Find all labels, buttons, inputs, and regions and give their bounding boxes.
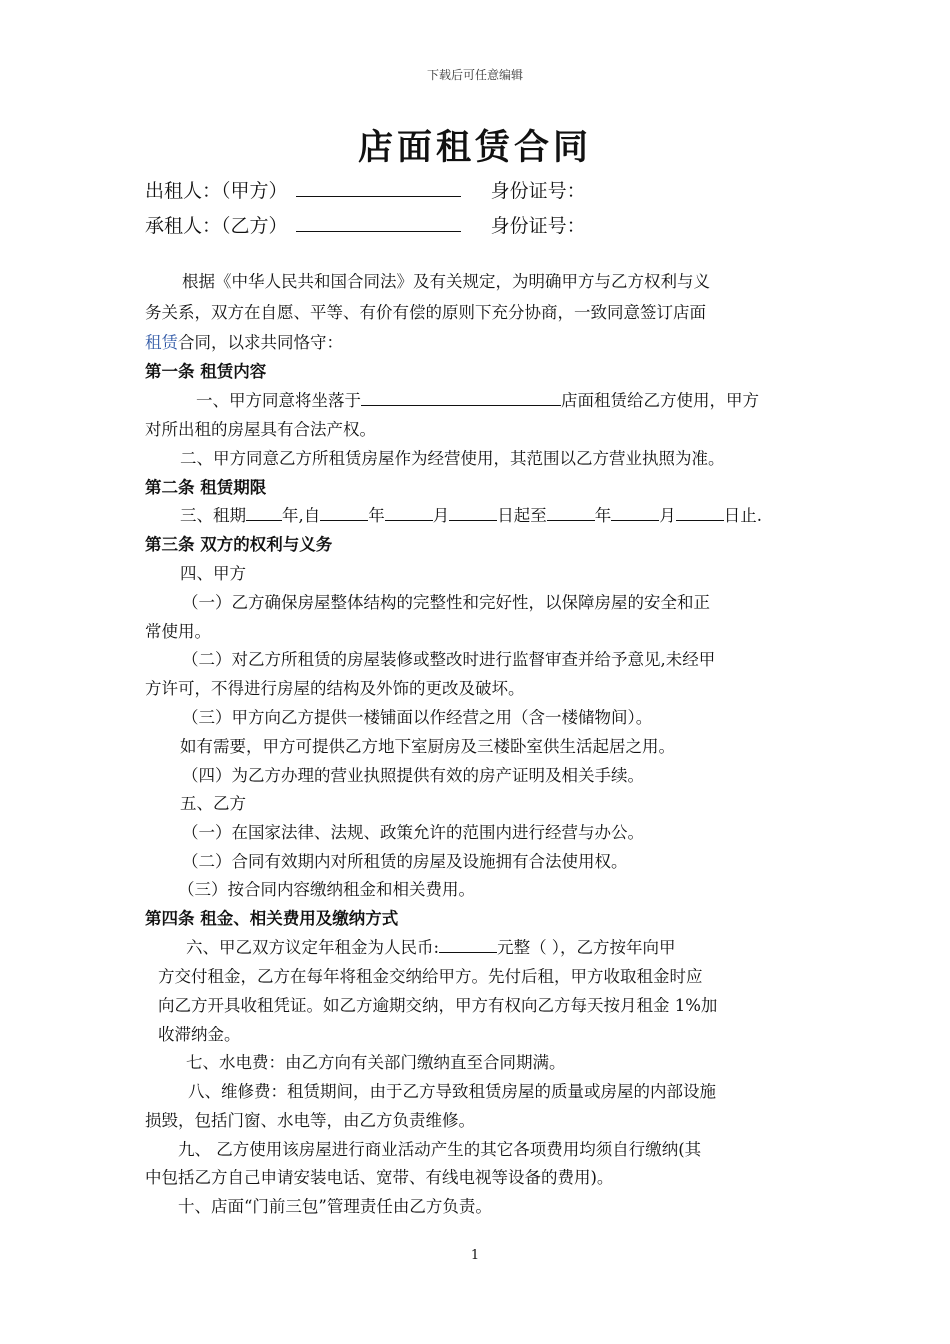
article-2-heading: 第二条 租赁期限: [145, 478, 267, 497]
lease-link[interactable]: 租赁: [145, 333, 178, 352]
party-a-subheading: 四、甲方: [180, 564, 246, 583]
start-month-blank: [385, 506, 433, 521]
party-b-item-1: （一）在国家法律、法规、政策允许的范围内进行经营与办公。: [182, 823, 644, 842]
article-1-clause-1: [196, 387, 759, 411]
term-text-3: 年: [368, 506, 385, 525]
rent-text-a: 六、甲乙双方议定年租金为人民币:: [186, 938, 440, 957]
term-text-7: 月: [659, 506, 676, 525]
location-blank: [361, 391, 561, 406]
end-day-blank: [676, 506, 724, 521]
header-note: 下载后可任意编辑: [426, 68, 523, 82]
intro-line-2: 务关系，双方在自愿、平等、有价有偿的原则下充分协商，一致同意签订店面: [145, 303, 706, 322]
rent-clause-line-4: 收滞纳金。: [158, 1025, 241, 1044]
intro-line-3-text: 合同，以求共同恪守：: [178, 333, 343, 352]
term-text-8: 日止.: [723, 506, 762, 525]
start-day-blank: [449, 506, 497, 521]
rent-text-b: 元整（ ），乙方按年向甲: [497, 938, 676, 957]
clause-1-text-b: 店面租赁给乙方使用，甲方: [561, 391, 759, 410]
rent-clause-line-2: 方交付租金，乙方在每年将租金交纳给甲方。先付后租，甲方收取租金时应: [158, 967, 703, 986]
end-month-blank: [611, 506, 659, 521]
term-text-2: 年,自: [282, 506, 321, 525]
party-a-item-3: （三）甲方向乙方提供一楼铺面以作经营之用（含一楼储物间）。: [182, 708, 653, 727]
lessee-line: [145, 211, 586, 238]
party-a-item-1-cont: 常使用。: [145, 622, 211, 641]
party-a-item-1: （一）乙方确保房屋整体结构的完整性和完好性，以保障房屋的安全和正: [182, 593, 710, 612]
lessor-label: 出租人：（甲方）: [145, 180, 288, 202]
other-fees-clause-line-2: 中包括乙方自己申请安装电话、宽带、有线电视等设备的费用)。: [145, 1168, 614, 1187]
lessee-name-blank: [296, 212, 461, 232]
rent-clause-line-1: [186, 934, 676, 958]
lessor-line: [145, 176, 586, 203]
party-b-item-3: （三）按合同内容缴纳租金和相关费用。: [178, 880, 475, 899]
party-b-item-2: （二）合同有效期内对所租赁的房屋及设施拥有合法使用权。: [182, 852, 628, 871]
party-a-item-2-cont: 方许可，不得进行房屋的结构及外饰的更改及破坏。: [145, 679, 525, 698]
end-year-blank: [547, 506, 595, 521]
rent-amount-blank: [439, 938, 497, 953]
term-text-5: 日起至: [497, 506, 547, 525]
utilities-clause: 七、水电费：由乙方向有关部门缴纳直至合同期满。: [186, 1053, 566, 1072]
storefront-clause: 十、店面“门前三包”管理责任由乙方负责。: [178, 1197, 492, 1216]
repair-clause-line-1: 八、维修费：租赁期间，由于乙方导致租赁房屋的质量或房屋的内部设施: [188, 1082, 716, 1101]
term-text-6: 年: [594, 506, 612, 525]
lessee-id-label: 身份证号：: [490, 215, 586, 237]
term-text-4: 月: [432, 506, 450, 525]
page-number: 1: [470, 1248, 480, 1263]
lessor-name-blank: [296, 177, 461, 197]
article-4-heading: 第四条 租金、相关费用及缴纳方式: [145, 909, 399, 928]
party-a-item-3-extra: 如有需要，甲方可提供乙方地下室厨房及三楼卧室供生活起居之用。: [180, 737, 675, 756]
start-year-blank: [320, 506, 368, 521]
party-a-item-2: （二）对乙方所租赁的房屋装修或整改时进行监督审查并给予意见,未经甲: [182, 650, 716, 669]
article-1-clause-1-cont: 对所出租的房屋具有合法产权。: [145, 420, 376, 439]
party-b-subheading: 五、乙方: [180, 794, 246, 813]
article-1-clause-2: 二、甲方同意乙方所租赁房屋作为经营使用，其范围以乙方营业执照为准。: [180, 449, 725, 468]
party-a-item-4: （四）为乙方办理的营业执照提供有效的房产证明及相关手续。: [182, 766, 644, 785]
article-1-heading: 第一条 租赁内容: [145, 362, 267, 381]
term-years-blank: [246, 506, 282, 521]
article-3-heading: 第三条 双方的权利与义务: [145, 535, 333, 554]
lessor-id-label: 身份证号：: [490, 180, 586, 202]
clause-1-text-a: 一、甲方同意将坐落于: [196, 391, 361, 410]
lessee-label: 承租人：（乙方）: [145, 215, 288, 237]
term-text-1: 三、租期: [180, 506, 246, 525]
repair-clause-line-2: 损毁，包括门窗、水电等，由乙方负责维修。: [145, 1111, 475, 1130]
intro-line-1: 根据《中华人民共和国合同法》及有关规定，为明确甲方与乙方权利与义: [182, 272, 710, 291]
intro-line-3: [145, 329, 343, 353]
page-title: 店面租赁合同: [357, 127, 592, 168]
rent-clause-line-3: 向乙方开具收租凭证。如乙方逾期交纳，甲方有权向乙方每天按月租金 1%加: [158, 996, 718, 1015]
lease-term-line: [180, 502, 762, 526]
other-fees-clause-line-1: 九、 乙方使用该房屋进行商业活动产生的其它各项费用均须自行缴纳(其: [178, 1140, 702, 1159]
